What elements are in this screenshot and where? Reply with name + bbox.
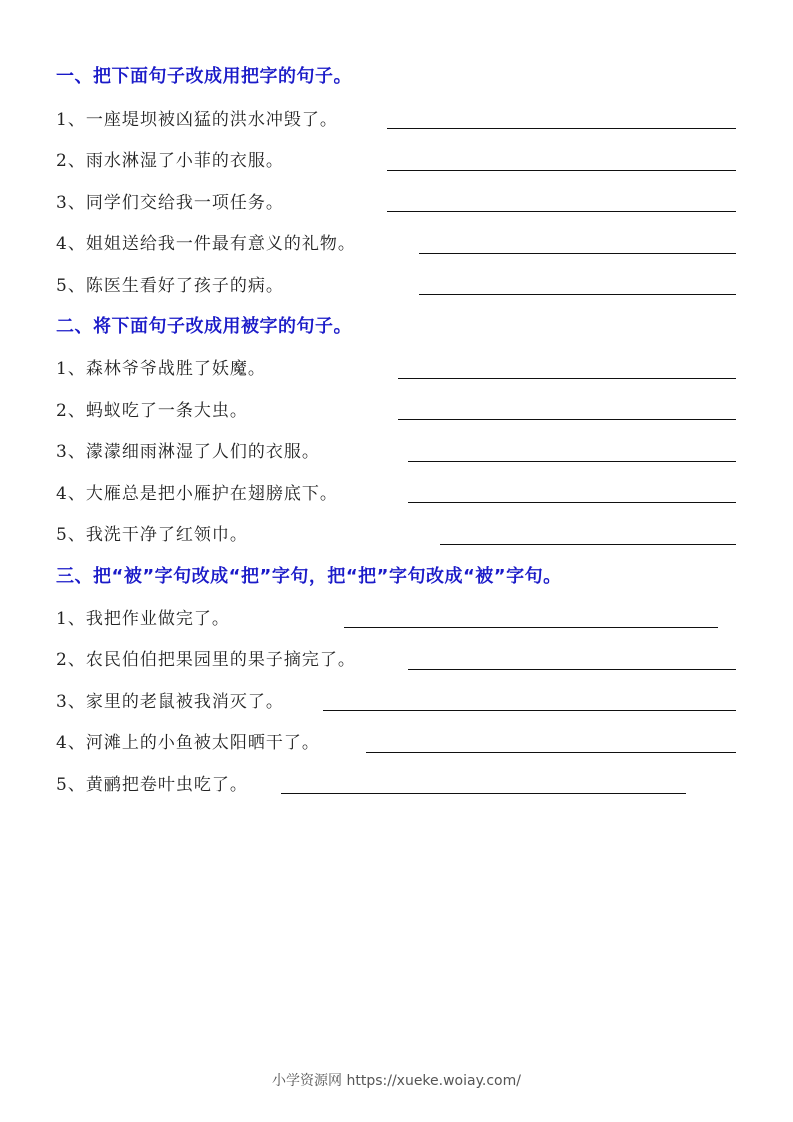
section-2-heading: 二、将下面句子改成用被字的句子。: [56, 316, 352, 337]
section-1-item-3: 3、同学们交给我一项任务。: [56, 193, 284, 213]
section-1-heading: 一、把下面句子改成用把字的句子。: [56, 66, 352, 87]
answer-line-1-3[interactable]: [387, 211, 736, 212]
answer-line-1-4[interactable]: [419, 253, 736, 254]
section-3-item-5: 5、黄鹂把卷叶虫吃了。: [56, 775, 248, 795]
answer-line-1-1[interactable]: [387, 128, 736, 129]
answer-line-1-2[interactable]: [387, 170, 736, 171]
answer-line-2-5[interactable]: [440, 544, 736, 545]
section-1-item-1: 1、一座堤坝被凶猛的洪水冲毁了。: [56, 110, 338, 130]
section-1-item-4: 4、姐姐送给我一件最有意义的礼物。: [56, 234, 356, 254]
answer-line-1-5[interactable]: [419, 294, 736, 295]
section-1-item-5: 5、陈医生看好了孩子的病。: [56, 276, 284, 296]
section-2-item-3: 3、濛濛细雨淋湿了人们的衣服。: [56, 442, 320, 462]
answer-line-3-2[interactable]: [408, 669, 736, 670]
section-2-item-2: 2、蚂蚁吃了一条大虫。: [56, 401, 248, 421]
section-2-item-5: 5、我洗干净了红领巾。: [56, 525, 248, 545]
section-3-item-1: 1、我把作业做完了。: [56, 609, 230, 629]
answer-line-3-5[interactable]: [281, 793, 686, 794]
answer-line-3-4[interactable]: [366, 752, 736, 753]
section-2-item-1: 1、森林爷爷战胜了妖魔。: [56, 359, 266, 379]
answer-line-2-2[interactable]: [398, 419, 736, 420]
section-2-item-4: 4、大雁总是把小雁护在翅膀底下。: [56, 484, 338, 504]
answer-line-3-3[interactable]: [323, 710, 736, 711]
footer-watermark: 小学资源网 https://xueke.woiay.com/: [272, 1073, 521, 1089]
answer-line-2-3[interactable]: [408, 461, 736, 462]
section-3-item-2: 2、农民伯伯把果园里的果子摘完了。: [56, 650, 356, 670]
section-3-heading: 三、把“被”字句改成“把”字句，把“把”字句改成“被”字句。: [56, 566, 562, 587]
section-1-item-2: 2、雨水淋湿了小菲的衣服。: [56, 151, 284, 171]
answer-line-3-1[interactable]: [344, 627, 718, 628]
answer-line-2-1[interactable]: [398, 378, 736, 379]
section-3-item-3: 3、家里的老鼠被我消灭了。: [56, 692, 284, 712]
section-3-item-4: 4、河滩上的小鱼被太阳晒干了。: [56, 733, 320, 753]
answer-line-2-4[interactable]: [408, 502, 736, 503]
